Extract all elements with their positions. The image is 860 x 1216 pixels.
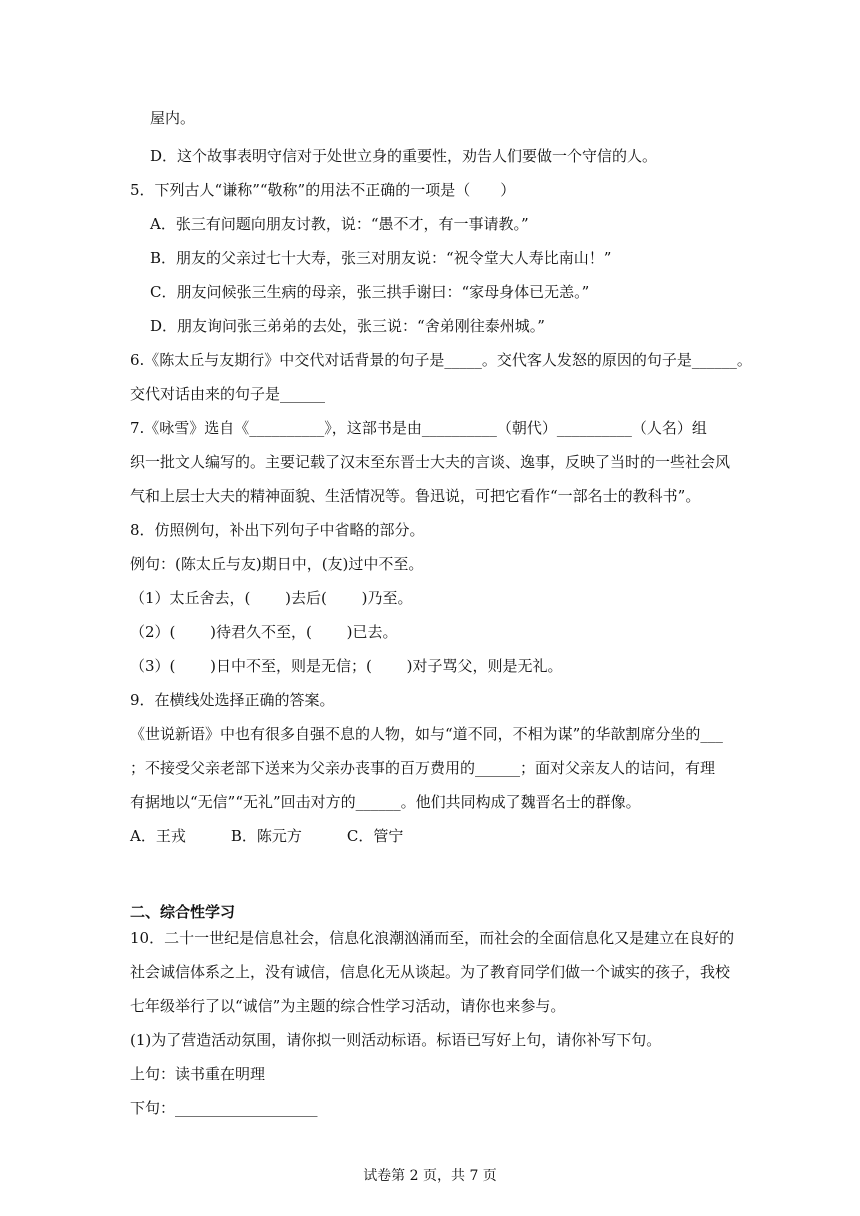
q8-example: 例句：(陈太丘与友)期日中，(友)过中不至。: [130, 555, 424, 573]
question-9: 9．在横线处选择正确的答案。: [130, 691, 335, 709]
question-7-cont: 气和上层士大夫的精神面貌、生活情况等。鲁迅说，可把它看作“一部名士的教科书”。: [130, 487, 701, 505]
q10-lower-line: 下句：___________________: [130, 1099, 318, 1117]
question-10: 10．二十一世纪是信息社会，信息化浪潮汹涌而至，而社会的全面信息化又是建立在良好的: [130, 929, 735, 947]
question-7-cont: 织一批文人编写的。主要记载了汉末至东晋士大夫的言谈、逸事，反映了当时的一些社会风: [130, 453, 731, 471]
q10-sub-1: (1)为了营造活动氛围，请你拟一则活动标语。标语已写好上句，请你补写下句。: [130, 1031, 662, 1049]
q9-text: ；不接受父亲老部下送来为父亲办丧事的百万费用的______；面对父亲友人的诘问，有理: [130, 759, 716, 777]
page-footer: 试卷第 2 页，共 7 页: [363, 1168, 497, 1184]
q4-option-d: D．这个故事表明守信对于处世立身的重要性，劝告人们要做一个守信的人。: [150, 147, 658, 165]
question-7: 7.《咏雪》选自《__________》，这部书是由__________（朝代）__________（人名）组: [130, 419, 707, 437]
q5-option-b: B．朋友的父亲过七十大寿，张三对朋友说：“祝令堂大人寿比南山！”: [150, 249, 612, 267]
q5-option-d: D．朋友询问张三弟弟的去处，张三说：“舍弟刚往泰州城。”: [150, 317, 545, 335]
q9-text: 《世说新语》中也有很多自强不息的人物，如与“道不同，不相为谋”的华歆割席分坐的___: [130, 725, 723, 743]
text-line: 屋内。: [150, 109, 196, 127]
question-6-cont: 交代对话由来的句子是______: [130, 385, 326, 403]
q10-upper-line: 上句：读书重在明理: [130, 1065, 266, 1083]
q8-item-1: （1）太丘舍去，( )去后( )乃至。: [130, 589, 413, 607]
q9-text: 有据地以“无信”“无礼”回击对方的______。他们共同构成了魏晋名士的群像。: [130, 793, 641, 811]
q5-option-a: A．张三有问题向朋友讨教，说：“愚不才，有一事请教。”: [150, 215, 529, 233]
question-10-cont: 七年级举行了以“诚信”为主题的综合性学习活动，请你也来参与。: [130, 997, 566, 1015]
question-6: 6.《陈太丘与友期行》中交代对话背景的句子是_____。交代客人发怒的原因的句子是______。: [130, 351, 752, 369]
question-8: 8．仿照例句，补出下列句子中省略的部分。: [130, 521, 425, 539]
q8-item-3: （3）( )日中不至，则是无信；( )对子骂父，则是无礼。: [130, 657, 563, 675]
question-10-cont: 社会诚信体系之上，没有诚信，信息化无从谈起。为了教育同学们做一个诚实的孩子，我校: [130, 963, 731, 981]
q5-option-c: C．朋友问候张三生病的母亲，张三拱手谢曰：“家母身体已无恙。”: [150, 283, 590, 301]
q8-item-2: （2）( )待君久不至，( )已去。: [130, 623, 398, 641]
question-5: 5．下列古人“谦称”“敬称”的用法不正确的一项是（ ）: [130, 181, 516, 199]
section-heading: 二、综合性学习: [130, 903, 236, 921]
q9-options: A．王戎 B．陈元方 C．管宁: [130, 827, 404, 845]
